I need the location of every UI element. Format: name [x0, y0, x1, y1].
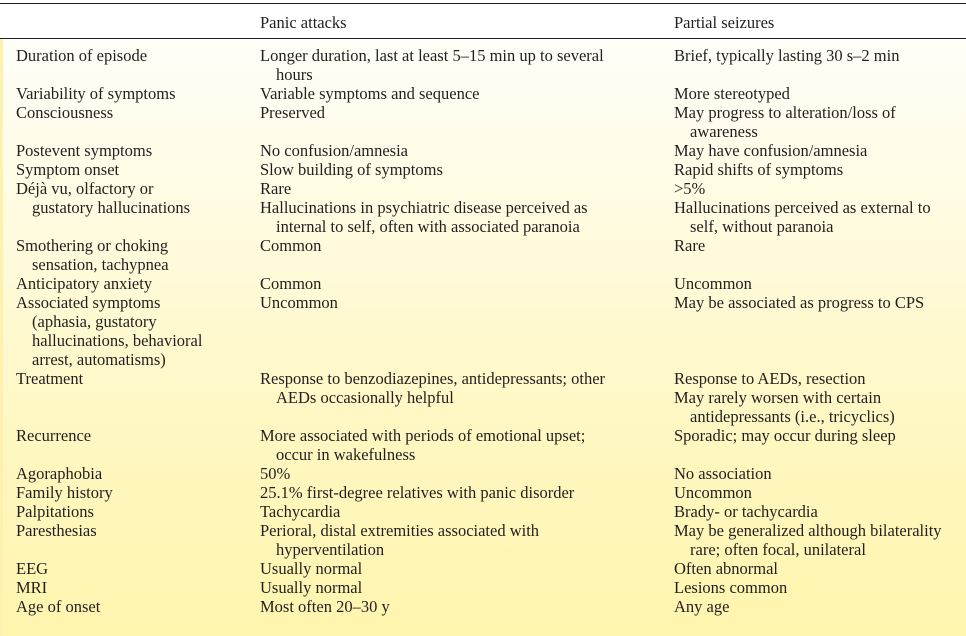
cell-line: Rare — [674, 236, 706, 255]
partial-seizures-cell — [674, 597, 966, 616]
cell-line: Family history — [16, 483, 113, 502]
cell-line: Duration of episode — [16, 46, 148, 65]
table-row — [0, 236, 966, 274]
cell-line: Smothering or choking — [16, 236, 169, 255]
cell-line: MRI — [16, 578, 48, 597]
cell-line: Perioral, distal extremities associated with — [260, 521, 540, 540]
table-row — [0, 274, 966, 293]
feature-cell — [0, 198, 260, 217]
cell-line: Lesions common — [674, 578, 788, 597]
table-header — [0, 4, 966, 38]
partial-seizures-cell — [674, 179, 966, 198]
cell-line: self, without paranoia — [690, 217, 834, 236]
partial-seizures-cell — [674, 369, 966, 426]
cell-line: Treatment — [16, 369, 84, 388]
partial-seizures-cell — [674, 198, 966, 236]
table-row — [0, 483, 966, 502]
feature-cell — [0, 426, 260, 445]
panic-attacks-cell — [260, 369, 674, 407]
panic-attacks-cell — [260, 198, 674, 236]
partial-seizures-cell — [674, 464, 966, 483]
cell-line: Palpitations — [16, 502, 94, 521]
cell-line: Brief, typically lasting 30 s–2 min — [674, 46, 900, 65]
feature-cell — [0, 293, 260, 369]
feature-cell — [0, 483, 260, 502]
table-row — [0, 426, 966, 464]
feature-cell — [0, 179, 260, 198]
feature-cell — [0, 502, 260, 521]
cell-line: Slow building of symptoms — [260, 160, 443, 179]
cell-line: Any age — [674, 597, 730, 616]
table-row — [0, 141, 966, 160]
feature-cell — [0, 369, 260, 388]
partial-seizures-cell — [674, 502, 966, 521]
panic-attacks-cell — [260, 597, 674, 616]
table-row — [0, 521, 966, 559]
table-row — [0, 84, 966, 103]
partial-seizures-cell — [674, 521, 966, 559]
table-row — [0, 103, 966, 141]
cell-line: Rapid shifts of symptoms — [674, 160, 844, 179]
table-row — [0, 464, 966, 483]
partial-seizures-cell — [674, 141, 966, 160]
panic-attacks-cell — [260, 483, 674, 502]
cell-line: Common — [260, 274, 322, 293]
cell-line: Common — [260, 236, 322, 255]
partial-seizures-cell — [674, 84, 966, 103]
cell-line: Usually normal — [260, 559, 363, 578]
table-row — [0, 293, 966, 369]
cell-line: Paresthesias — [16, 521, 97, 540]
panic-attacks-cell — [260, 578, 674, 597]
cell-line: Longer duration, last at least 5–15 min up to several — [260, 46, 604, 65]
cell-line: hyperventilation — [276, 540, 385, 559]
cell-line: Brady- or tachycardia — [674, 502, 818, 521]
cell-line: gustatory hallucinations — [32, 198, 191, 217]
panic-attacks-cell — [260, 464, 674, 483]
panic-attacks-cell — [260, 84, 674, 103]
cell-line: >5% — [674, 179, 706, 198]
cell-line: Agoraphobia — [16, 464, 103, 483]
cell-line: Sporadic; may occur during sleep — [674, 426, 896, 445]
partial-seizures-cell — [674, 559, 966, 578]
cell-line: Tachycardia — [260, 502, 341, 521]
header-partial-seizures: Partial seizures — [674, 13, 775, 32]
feature-cell — [0, 521, 260, 540]
partial-seizures-cell — [674, 293, 966, 312]
cell-line: Anticipatory anxiety — [16, 274, 153, 293]
feature-cell — [0, 103, 260, 122]
cell-line: Variable symptoms and sequence — [260, 84, 480, 103]
table-row — [0, 198, 966, 236]
table-row — [0, 46, 966, 84]
cell-line: Hallucinations in psychiatric disease perceived as — [260, 198, 588, 217]
cell-line: internal to self, often with associated paranoia — [276, 217, 580, 236]
cell-line: More stereotyped — [674, 84, 790, 103]
cell-line: Response to benzodiazepines, antidepressants; other — [260, 369, 606, 388]
cell-line: May have confusion/amnesia — [674, 141, 868, 160]
cell-line: May progress to alteration/loss of — [674, 103, 896, 122]
cell-line: 25.1% first-degree relatives with panic disorder — [260, 483, 575, 502]
feature-cell — [0, 46, 260, 65]
cell-line: Rare — [260, 179, 292, 198]
panic-attacks-cell — [260, 274, 674, 293]
cell-line: awareness — [690, 122, 758, 141]
partial-seizures-cell — [674, 274, 966, 293]
cell-line: May be generalized although bilaterality — [674, 521, 942, 540]
partial-seizures-cell — [674, 578, 966, 597]
cell-line: Variability of symptoms — [16, 84, 176, 103]
table-row — [0, 597, 966, 616]
cell-line: AEDs occasionally helpful — [276, 388, 454, 407]
cell-line: hallucinations, behavioral — [32, 331, 203, 350]
table-row — [0, 179, 966, 198]
cell-line: antidepressants (i.e., tricyclics) — [690, 407, 895, 426]
panic-attacks-cell — [260, 236, 674, 255]
feature-cell — [0, 464, 260, 483]
partial-seizures-cell — [674, 483, 966, 502]
panic-attacks-cell — [260, 426, 674, 464]
cell-line: Symptom onset — [16, 160, 120, 179]
panic-attacks-cell — [260, 293, 674, 312]
cell-line: May rarely worsen with certain — [674, 388, 882, 407]
cell-line: (aphasia, gustatory — [32, 312, 157, 331]
cell-line: 50% — [260, 464, 291, 483]
cell-line: Usually normal — [260, 578, 363, 597]
cell-line: occur in wakefulness — [276, 445, 416, 464]
cell-line: Hallucinations perceived as external to — [674, 198, 931, 217]
panic-attacks-cell — [260, 46, 674, 84]
cell-line: May be associated as progress to CPS — [674, 293, 925, 312]
partial-seizures-cell — [674, 103, 966, 141]
cell-line: Recurrence — [16, 426, 92, 445]
table-row — [0, 369, 966, 426]
cell-line: Age of onset — [16, 597, 101, 616]
panic-attacks-cell — [260, 179, 674, 198]
panic-attacks-cell — [260, 160, 674, 179]
cell-line: No association — [674, 464, 772, 483]
cell-line: EEG — [16, 559, 49, 578]
panic-attacks-cell — [260, 559, 674, 578]
feature-cell — [0, 236, 260, 274]
cell-line: No confusion/amnesia — [260, 141, 409, 160]
panic-attacks-cell — [260, 103, 674, 122]
cell-line: More associated with periods of emotional upset; — [260, 426, 586, 445]
panic-attacks-cell — [260, 521, 674, 559]
cell-line: Postevent symptoms — [16, 141, 153, 160]
feature-cell — [0, 578, 260, 597]
feature-cell — [0, 84, 260, 103]
table-row — [0, 502, 966, 521]
cell-line: Preserved — [260, 103, 326, 122]
feature-cell — [0, 160, 260, 179]
feature-cell — [0, 274, 260, 293]
panic-attacks-cell — [260, 502, 674, 521]
feature-cell — [0, 141, 260, 160]
header-panic-attacks: Panic attacks — [260, 13, 347, 32]
table-row — [0, 160, 966, 179]
partial-seizures-cell — [674, 426, 966, 445]
cell-line: rare; often focal, unilateral — [690, 540, 866, 559]
cell-line: Most often 20–30 y — [260, 597, 390, 616]
cell-line: Consciousness — [16, 103, 114, 122]
partial-seizures-cell — [674, 46, 966, 65]
table-row — [0, 559, 966, 578]
cell-line: arrest, automatisms) — [32, 350, 166, 369]
cell-line: Uncommon — [674, 274, 752, 293]
cell-line: Uncommon — [674, 483, 752, 502]
panic-attacks-cell — [260, 141, 674, 160]
feature-cell — [0, 597, 260, 616]
cell-line: sensation, tachypnea — [32, 255, 169, 274]
table-body — [0, 46, 966, 616]
cell-line: Uncommon — [260, 293, 338, 312]
cell-line: Associated symptoms — [16, 293, 161, 312]
partial-seizures-cell — [674, 236, 966, 255]
feature-cell — [0, 559, 260, 578]
cell-line: hours — [276, 65, 313, 84]
partial-seizures-cell — [674, 160, 966, 179]
cell-line: Often abnormal — [674, 559, 779, 578]
cell-line: Response to AEDs, resection — [674, 369, 866, 388]
table-row — [0, 578, 966, 597]
cell-line: Déjà vu, olfactory or — [16, 179, 154, 198]
